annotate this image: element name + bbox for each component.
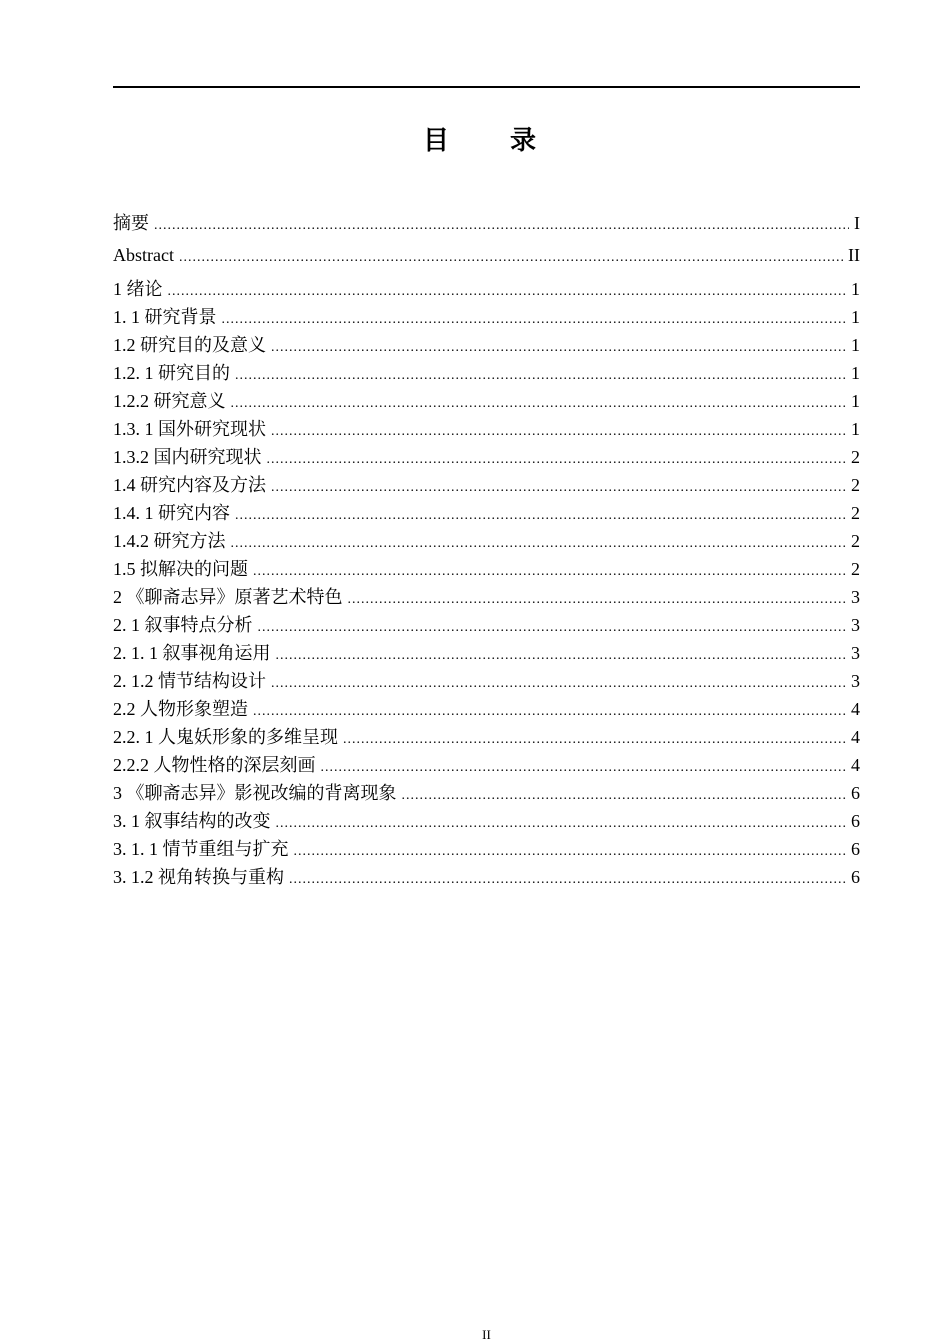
toc-entry-label: 2. 1.2 情节结构设计 (113, 671, 266, 691)
toc-entry[interactable] (113, 807, 860, 835)
toc-entry-page: 3 (851, 587, 860, 607)
toc-entry-page: II (848, 245, 860, 265)
toc-entry[interactable] (113, 779, 860, 807)
toc-dot-leader (348, 586, 847, 614)
toc-entry-page: 6 (851, 783, 860, 803)
toc-entry-label: 1.2.2 研究意义 (113, 391, 226, 411)
toc-entry-label: 摘要 (113, 213, 149, 233)
toc-entry[interactable] (113, 751, 860, 779)
toc-dot-leader (271, 474, 846, 502)
toc-entry-label: 2.2. 1 人鬼妖形象的多维呈现 (113, 727, 338, 747)
toc-dot-leader (179, 244, 843, 272)
toc-entry[interactable] (113, 611, 860, 639)
toc-entry-label: 1.2 研究目的及意义 (113, 335, 266, 355)
toc-entry[interactable] (113, 835, 860, 863)
toc-dot-leader (343, 726, 846, 754)
toc-entry[interactable] (113, 275, 860, 303)
toc-entry[interactable] (113, 415, 860, 443)
toc-dot-leader (276, 642, 847, 670)
toc-entry-page: 1 (851, 419, 860, 439)
toc-dot-leader (222, 306, 847, 334)
toc-entry[interactable] (113, 471, 860, 499)
toc-dot-leader (289, 866, 846, 894)
toc-entry-label: 2 《聊斋志异》原著艺术特色 (113, 587, 343, 607)
toc-entry[interactable] (113, 527, 860, 555)
toc-entry-page: 3 (851, 671, 860, 691)
header-rule (113, 86, 860, 88)
toc-entry-label: 2.2 人物形象塑造 (113, 699, 248, 719)
toc-dot-leader (271, 418, 846, 446)
toc-entry-page: 2 (851, 475, 860, 495)
toc-entry-label: 3. 1. 1 情节重组与扩充 (113, 839, 289, 859)
toc-entry-label: Abstract (113, 245, 174, 265)
toc-entry-label: 1.5 拟解决的问题 (113, 559, 248, 579)
toc-entry-label: 1.2. 1 研究目的 (113, 363, 230, 383)
toc-entry-page: 1 (851, 391, 860, 411)
toc-entry-label: 3. 1.2 视角转换与重构 (113, 867, 284, 887)
toc-entry-page: 4 (851, 755, 860, 775)
toc-dot-leader (168, 278, 847, 306)
toc-entry-page: 3 (851, 615, 860, 635)
toc-entry[interactable] (113, 331, 860, 359)
toc-dot-leader (271, 334, 846, 362)
toc-entry[interactable] (113, 723, 860, 751)
toc-entry[interactable] (113, 583, 860, 611)
toc-entry-label: 1.4 研究内容及方法 (113, 475, 266, 495)
footer-page-number: II (482, 1327, 491, 1342)
toc-dot-leader (294, 838, 847, 866)
toc-dot-leader (276, 810, 847, 838)
toc-entry-page: 4 (851, 727, 860, 747)
toc-entry-page: 1 (851, 363, 860, 383)
toc-dot-leader (235, 502, 846, 530)
toc-entry[interactable] (113, 359, 860, 387)
toc-entry-label: 1 绪论 (113, 279, 163, 299)
toc-entry-label: 2. 1. 1 叙事视角运用 (113, 643, 271, 663)
toc-entry[interactable] (113, 639, 860, 667)
toc-entry-page: 6 (851, 811, 860, 831)
toc-entry-label: 1.4.2 研究方法 (113, 531, 226, 551)
toc-dot-leader (231, 390, 847, 418)
toc-entry-page: 6 (851, 867, 860, 887)
toc-entry-label: 3 《聊斋志异》影视改编的背离现象 (113, 783, 397, 803)
toc-entry-page: 1 (851, 279, 860, 299)
toc-dot-leader (235, 362, 846, 390)
toc-entry[interactable] (113, 555, 860, 583)
toc-entry[interactable] (113, 667, 860, 695)
toc-entry-page: 2 (851, 503, 860, 523)
toc-entry-page: 1 (851, 307, 860, 327)
toc-entry-label: 1.4. 1 研究内容 (113, 503, 230, 523)
toc-dot-leader (271, 670, 846, 698)
toc-dot-leader (267, 446, 847, 474)
toc-dot-leader (253, 698, 846, 726)
toc-entry-page: 2 (851, 531, 860, 551)
toc-dot-leader (253, 558, 846, 586)
toc-entry[interactable] (113, 209, 860, 241)
toc-entry-page: 2 (851, 447, 860, 467)
toc-entry[interactable] (113, 387, 860, 415)
toc-entry[interactable] (113, 695, 860, 723)
toc-entry-page: 4 (851, 699, 860, 719)
toc-dot-leader (321, 754, 847, 782)
toc-entry-page: 2 (851, 559, 860, 579)
toc-entry[interactable] (113, 443, 860, 471)
toc-entry-page: I (854, 213, 860, 233)
toc-entry[interactable] (113, 241, 860, 275)
toc-dot-leader (231, 530, 847, 558)
toc-entry-label: 2. 1 叙事特点分析 (113, 615, 253, 635)
toc-entry[interactable] (113, 303, 860, 331)
toc-entry-page: 1 (851, 335, 860, 355)
toc-dot-leader (402, 782, 847, 810)
toc-entry-page: 3 (851, 643, 860, 663)
toc-entry-label: 1. 1 研究背景 (113, 307, 217, 327)
toc-entry-label: 3. 1 叙事结构的改变 (113, 811, 271, 831)
toc-entry[interactable] (113, 863, 860, 891)
toc-entry-label: 1.3. 1 国外研究现状 (113, 419, 266, 439)
toc-entry-label: 2.2.2 人物性格的深层刻画 (113, 755, 316, 775)
toc-entry-page: 6 (851, 839, 860, 859)
table-of-contents (113, 209, 860, 891)
toc-entry-label: 1.3.2 国内研究现状 (113, 447, 262, 467)
toc-entry[interactable] (113, 499, 860, 527)
toc-dot-leader (154, 212, 849, 240)
toc-dot-leader (258, 614, 847, 642)
page-title: 目 录 (422, 126, 563, 156)
